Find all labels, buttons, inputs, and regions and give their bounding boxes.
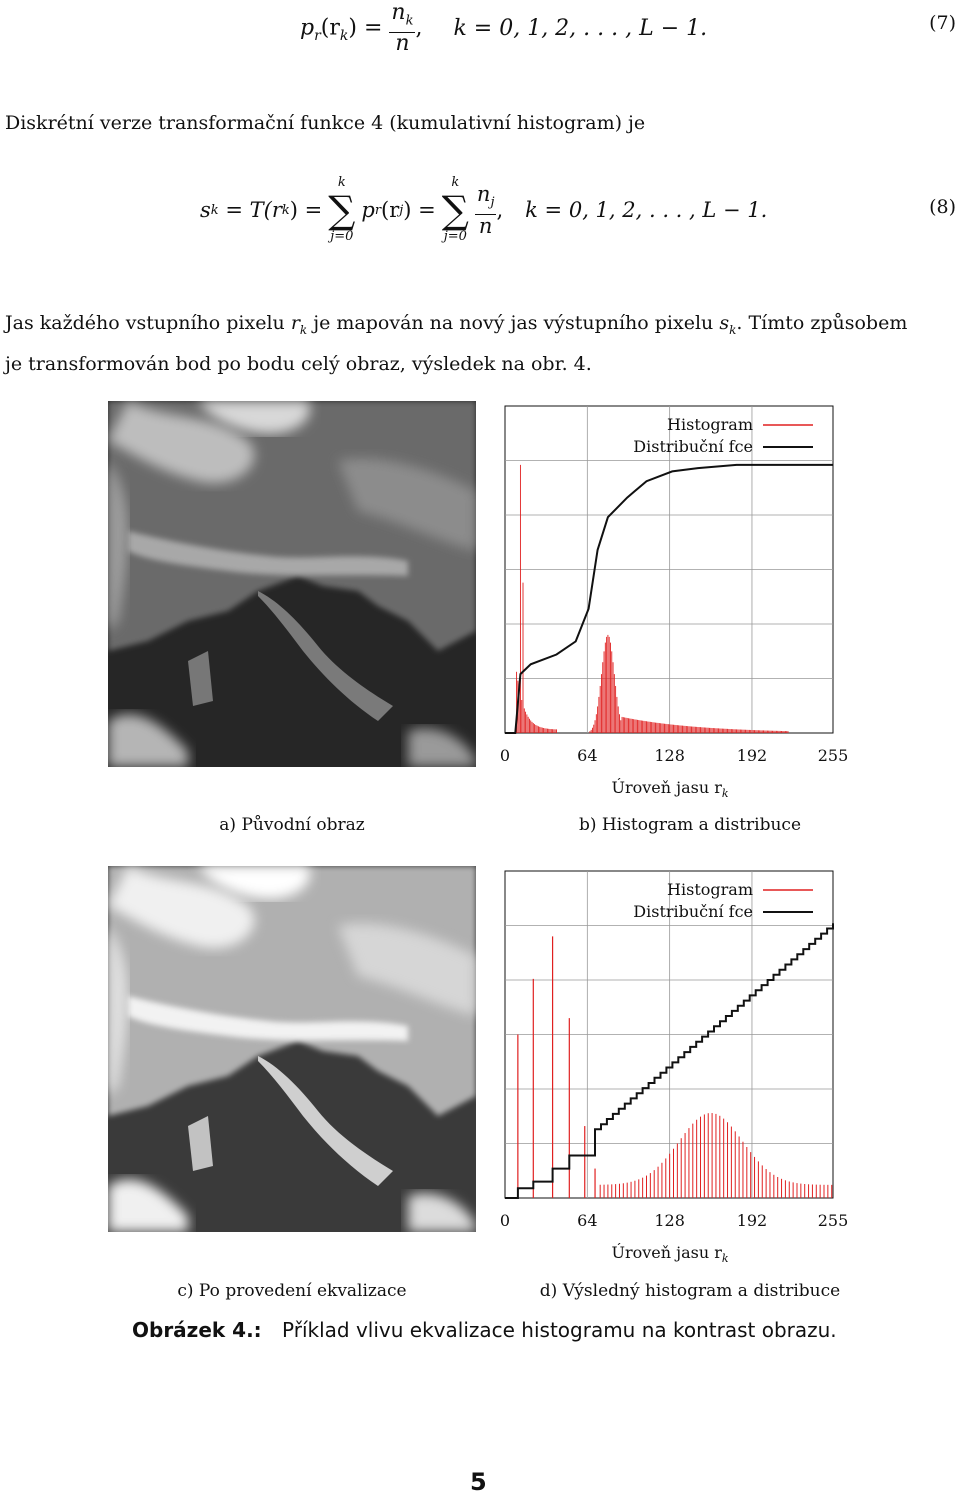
eq8-frac-num-sub: j xyxy=(490,195,495,211)
para2-text-b: je mapován na nový jas výstupního pixelu xyxy=(307,312,720,334)
chart-1-legend-histogram: Histogram xyxy=(667,415,753,434)
chart-1-legend-distribution: Distribuční fce xyxy=(633,437,753,456)
eq7-fraction xyxy=(389,2,415,55)
caption-c: c) Po provedení ekvalizace xyxy=(177,1281,407,1301)
paragraph-1: Diskrétní verze transformační funkce 4 (kumulativní histogram) je xyxy=(5,112,646,134)
chart-1-x-ticks xyxy=(500,746,848,765)
eq8-lhs: s xyxy=(200,198,211,222)
eq8-eq1-sub: k xyxy=(281,202,290,218)
chart-2-x-ticks xyxy=(500,1211,848,1230)
chart-2-xlabel-text: Úroveň jasu r xyxy=(611,1243,722,1262)
chart-histogram-original xyxy=(488,400,860,810)
eq8-eq1: = T(r xyxy=(218,198,282,222)
eq8-sum-2 xyxy=(442,175,469,245)
eq7-frac-num-sub: k xyxy=(405,13,414,29)
eq8-term1-close: ) = xyxy=(403,198,436,222)
satellite-image-equalized xyxy=(108,866,476,1232)
x-tick-label: 255 xyxy=(817,1211,849,1230)
eq8-sum2-bottom: j=0 xyxy=(443,229,467,244)
chart-1-xlabel-text: Úroveň jasu r xyxy=(611,778,722,797)
eq8-sum1-top: k xyxy=(337,175,346,190)
eq7-frac-den: n xyxy=(395,31,410,57)
caption-d: d) Výsledný histogram a distribuce xyxy=(539,1281,841,1301)
eq7-frac-num: n xyxy=(391,0,406,25)
equation-8 xyxy=(200,170,767,250)
eq7-lhs: p xyxy=(300,15,315,41)
eq8-sum1-bottom: j=0 xyxy=(330,229,354,244)
x-tick-label: 128 xyxy=(654,1211,685,1230)
x-tick-label: 255 xyxy=(817,746,849,765)
chart-2-xlabel-sub: k xyxy=(721,1252,729,1265)
page-number: 5 xyxy=(470,1468,487,1496)
x-tick-label: 192 xyxy=(736,746,768,765)
eq7-arg-close: ) = xyxy=(348,15,383,41)
eq8-sum-1 xyxy=(328,175,355,245)
eq8-sum1-sigma: ∑ xyxy=(328,188,356,232)
eq7-sub-k: k xyxy=(339,28,349,45)
caption-a: a) Původní obraz xyxy=(219,815,365,835)
eq8-sum2-top: k xyxy=(451,175,460,190)
x-tick-label: 64 xyxy=(577,746,598,765)
eq8-frac-num: n xyxy=(476,181,491,206)
eq8-term1-arg: (r xyxy=(381,198,400,222)
satellite-image-original-graphic xyxy=(108,401,476,767)
eq8-term1: p xyxy=(361,198,375,222)
caption-b: b) Histogram a distribuce xyxy=(578,815,802,835)
eq7-comma: , xyxy=(415,15,423,41)
chart-2-svg xyxy=(488,865,860,1275)
chart-2-legend-distribution: Distribuční fce xyxy=(633,902,753,921)
eq8-sum2-sigma: ∑ xyxy=(441,188,469,232)
para2-text-a: Jas každého vstupního pixelu xyxy=(5,312,291,334)
eq8-lhs-sub: k xyxy=(210,202,219,218)
chart-2-xlabel xyxy=(611,1242,728,1265)
chart-1-xlabel xyxy=(611,777,728,800)
x-tick-label: 192 xyxy=(736,1211,768,1230)
eq7-arg: (r xyxy=(320,15,340,41)
figure-text: Příklad vlivu ekvalizace histogramu na kontrast obrazu. xyxy=(282,1318,837,1342)
eq8-fraction xyxy=(475,183,497,237)
para2-var-r: r xyxy=(290,312,300,334)
satellite-image-equalized-graphic xyxy=(108,866,476,1232)
eq8-range: k = 0, 1, 2, . . . , L − 1. xyxy=(525,198,768,222)
figure-caption xyxy=(132,1318,837,1342)
eq7-sub-r: r xyxy=(314,28,321,45)
chart-1-svg xyxy=(488,400,860,810)
equation-8-number: (8) xyxy=(929,196,956,218)
eq8-frac-den: n xyxy=(478,214,493,239)
eq8-eq1-close: ) = xyxy=(289,198,323,222)
figure-label: Obrázek 4.: xyxy=(132,1318,262,1342)
x-tick-label: 0 xyxy=(499,746,511,765)
eq7-range: k = 0, 1, 2, . . . , L − 1. xyxy=(453,15,708,41)
x-tick-label: 0 xyxy=(499,1211,511,1230)
x-tick-label: 128 xyxy=(654,746,685,765)
para2-line-2: je transformován bod po bodu celý obraz, výsledek na obr. 4. xyxy=(5,352,592,375)
chart-1-xlabel-sub: k xyxy=(721,787,729,800)
paragraph-2 xyxy=(5,306,957,381)
eq8-term1-sub: r xyxy=(374,202,382,218)
chart-histogram-equalized xyxy=(488,865,860,1275)
eq8-term1-arg-sub: j xyxy=(399,202,404,218)
para2-text-c: . Tímto způsobem xyxy=(736,312,908,334)
chart-2-legend-histogram: Histogram xyxy=(667,880,753,899)
eq8-comma: , xyxy=(496,198,504,222)
equation-7 xyxy=(300,0,708,57)
x-tick-label: 64 xyxy=(577,1211,598,1230)
equation-7-number: (7) xyxy=(929,12,956,34)
para2-var-s: s xyxy=(719,312,730,334)
satellite-image-original xyxy=(108,401,476,767)
para2-var-r-sub: k xyxy=(299,322,308,337)
para2-var-s-sub: k xyxy=(729,322,737,337)
